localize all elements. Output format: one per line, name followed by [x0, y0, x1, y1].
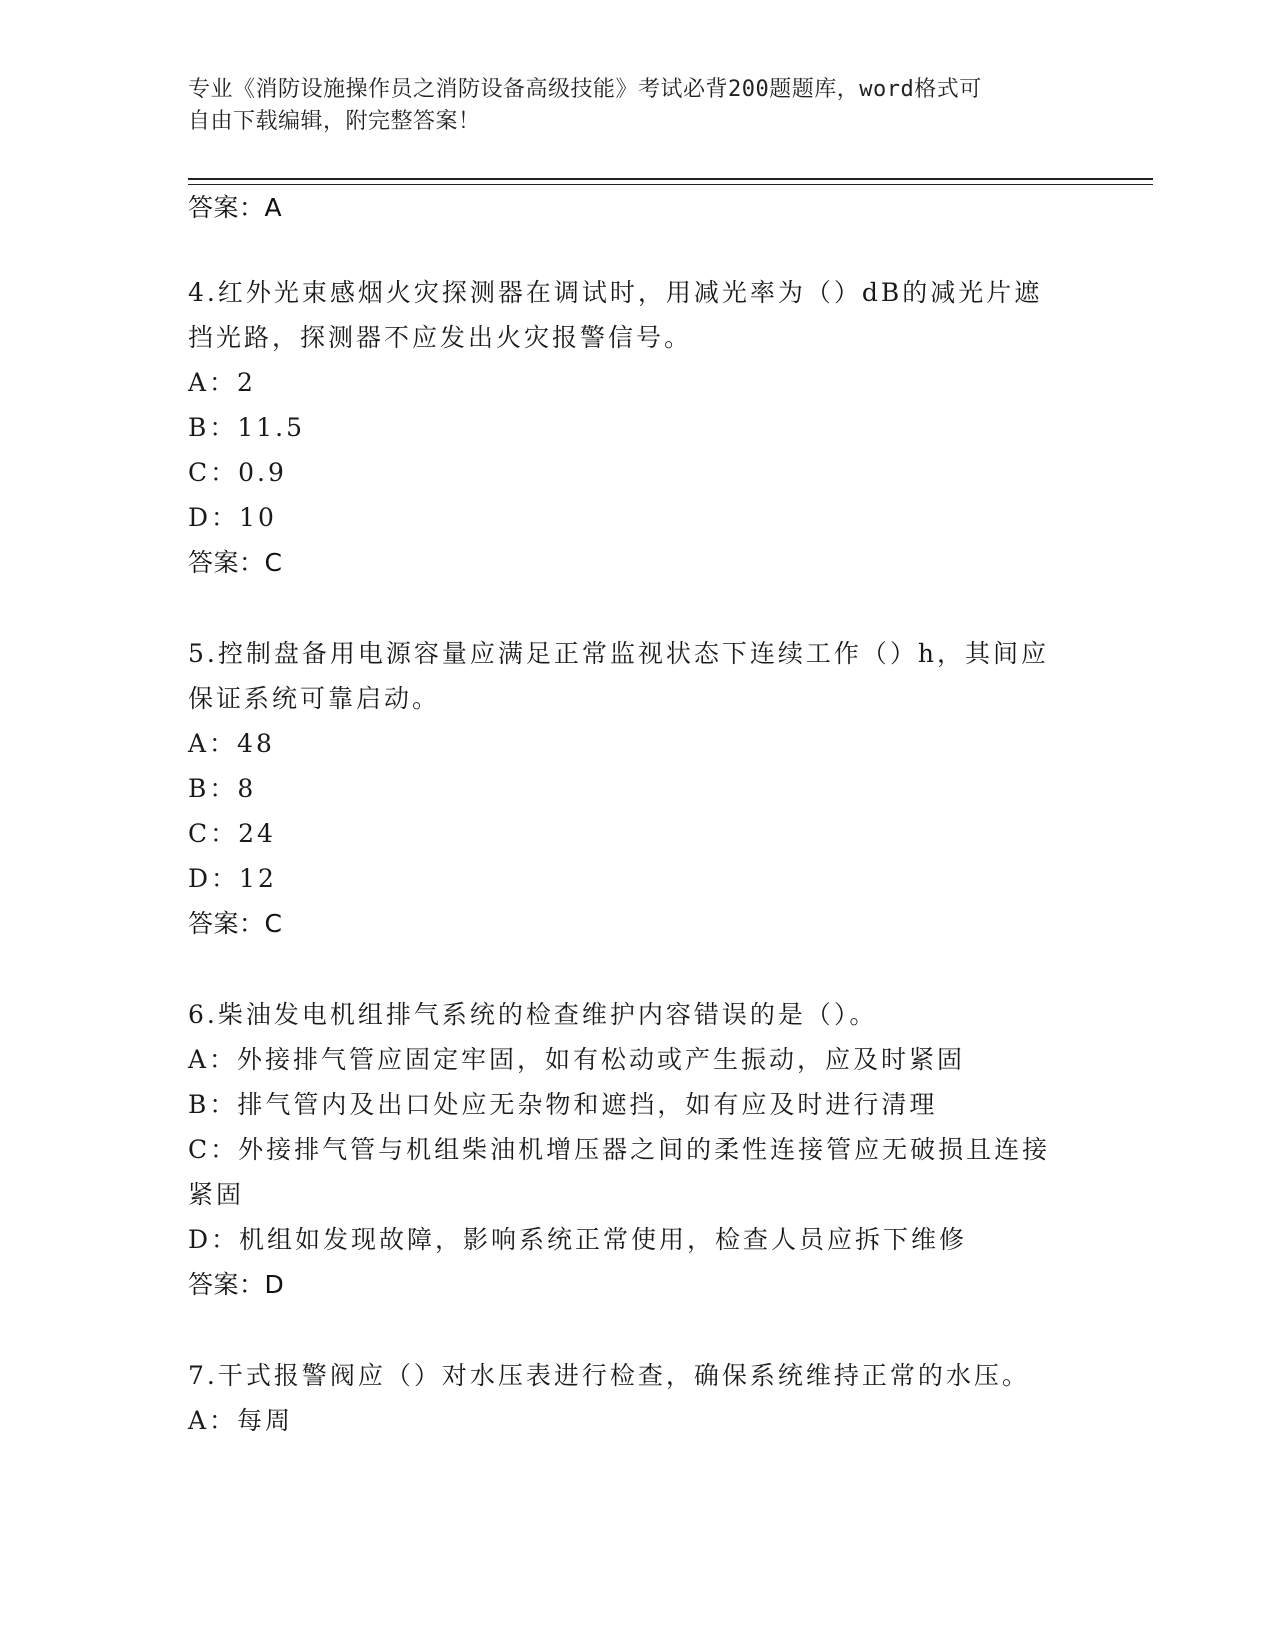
question-5-line-2: 保证系统可靠启动。 [188, 684, 441, 713]
question-4-option-c: C：0.9 [188, 458, 287, 487]
question-6-option-c-continued: 紧固 [188, 1180, 245, 1209]
question-6-option-b: B：排气管内及出口处应无杂物和遮挡，如有应及时进行清理 [188, 1090, 938, 1119]
question-4-option-a: A：2 [188, 368, 256, 397]
question-5-option-b: B：8 [188, 774, 257, 803]
question-4-line-1: 4.红外光束感烟火灾探测器在调试时，用减光率为（）dB的减光片遮 [188, 278, 1043, 307]
header-divider-thick [188, 178, 1153, 180]
question-5-answer: 答案：C [188, 909, 283, 938]
question-5-option-a: A：48 [188, 729, 275, 758]
question-4-answer: 答案：C [188, 548, 283, 577]
question-6-line-1: 6.柴油发电机组排气系统的检查维护内容错误的是（）。 [188, 1000, 878, 1029]
question-5-option-c: C：24 [188, 819, 276, 848]
question-7-line-1: 7.干式报警阀应（）对水压表进行检查，确保系统维持正常的水压。 [188, 1361, 1030, 1390]
document-header [188, 74, 1068, 138]
question-6-option-c: C：外接排气管与机组柴油机增压器之间的柔性连接管应无破损且连接 [188, 1135, 1051, 1164]
question-6-option-d: D：机组如发现故障，影响系统正常使用，检查人员应拆下维修 [188, 1225, 968, 1254]
question-5-line-1: 5.控制盘备用电源容量应满足正常监视状态下连续工作（）h，其间应 [188, 639, 1049, 668]
answer-label: 答案：A [188, 193, 283, 222]
header-line-1: 专业《消防设施操作员之消防设备高级技能》考试必背200题题库，word格式可 [188, 77, 982, 102]
question-5-option-d: D：12 [188, 864, 277, 893]
question-6-option-a: A：外接排气管应固定牢固，如有松动或产生振动，应及时紧固 [188, 1045, 966, 1074]
question-6-answer: 答案：D [188, 1270, 285, 1299]
question-4-line-2: 挡光路，探测器不应发出火灾报警信号。 [188, 323, 693, 352]
question-4-option-b: B：11.5 [188, 413, 306, 442]
header-divider-thin [188, 184, 1153, 185]
question-7-option-a: A：每周 [188, 1406, 294, 1435]
header-line-2: 自由下载编辑，附完整答案！ [188, 109, 481, 134]
question-4-option-d: D：10 [188, 503, 277, 532]
